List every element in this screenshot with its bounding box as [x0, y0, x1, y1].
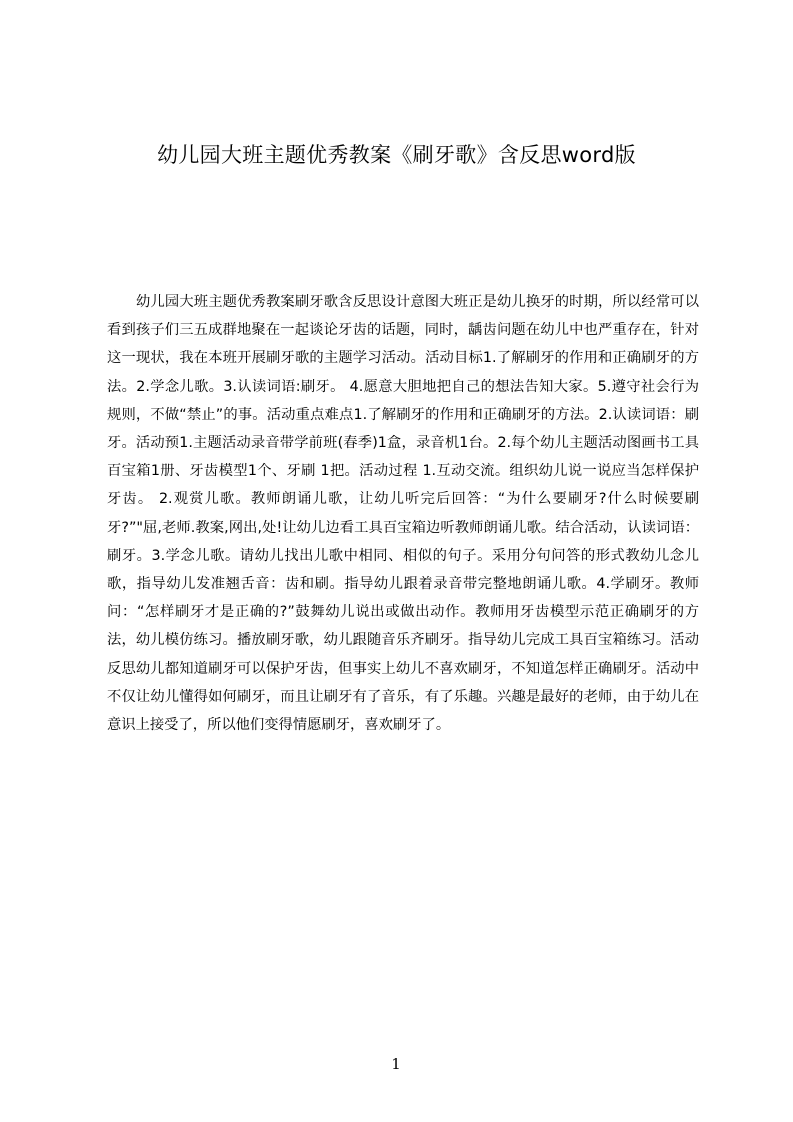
document-title: 幼儿园大班主题优秀教案《刷牙歌》含反思word版 [157, 143, 636, 167]
page-number: 1 [391, 1055, 401, 1073]
body-paragraph: 幼儿园大班主题优秀教案刷牙歌含反思设计意图大班正是幼儿换牙的时期，所以经常可以看到孩子们三五成群地聚在一起谈论牙齿的话题，同时，龋齿问题在幼儿中也严重存在，针对这一现状，我在本班开展刷牙歌的主题学习活动。活动目标1.了解刷牙的作用和正确刷牙的方法。2.学念儿歌。3.认读词语:刷牙。 4.愿意大胆地把自己的想法告知大家。5.遵守社会行为规则，不做“禁止”的事。活动重点难点1.了解刷牙的作用和正确刷牙的方法。2.认读词语：刷牙。活动预1.主题活动录音带学前班(春季)1盒，录音机1台。2.每个幼儿主题活动图画书工具百宝箱1册、牙齿模型1个、牙刷 1把。活动过程 1.互动交流。组织幼儿说一说应当怎样保护牙齿。 2.观赏儿歌。教师朗诵儿歌，让幼儿听完后回答：“为什么要刷牙?什么时候要刷牙?”"屈,老师.教案,网出,处!让幼儿边看工具百宝箱边听教师朗诵儿歌。结合活动，认读词语：刷牙。3.学念儿歌。请幼儿找出儿歌中相同、相似的句子。采用分句问答的形式教幼儿念儿歌，指导幼儿发准翘舌音：齿和刷。指导幼儿跟着录音带完整地朗诵儿歌。4.学刷牙。教师问：“怎样刷牙才是正确的?”鼓舞幼儿说出或做出动作。教师用牙齿模型示范正确刷牙的方法，幼儿模仿练习。播放刷牙歌，幼儿跟随音乐齐刷牙。指导幼儿完成工具百宝箱练习。活动反思幼儿都知道刷牙可以保护牙齿，但事实上幼儿不喜欢刷牙，不知道怎样正确刷牙。活动中不仅让幼儿懂得如何刷牙，而且让刷牙有了音乐，有了乐趣。兴趣是最好的老师，由于幼儿在意识上接受了，所以他们变得情愿刷牙，喜欢刷牙了。 [107, 294, 699, 734]
